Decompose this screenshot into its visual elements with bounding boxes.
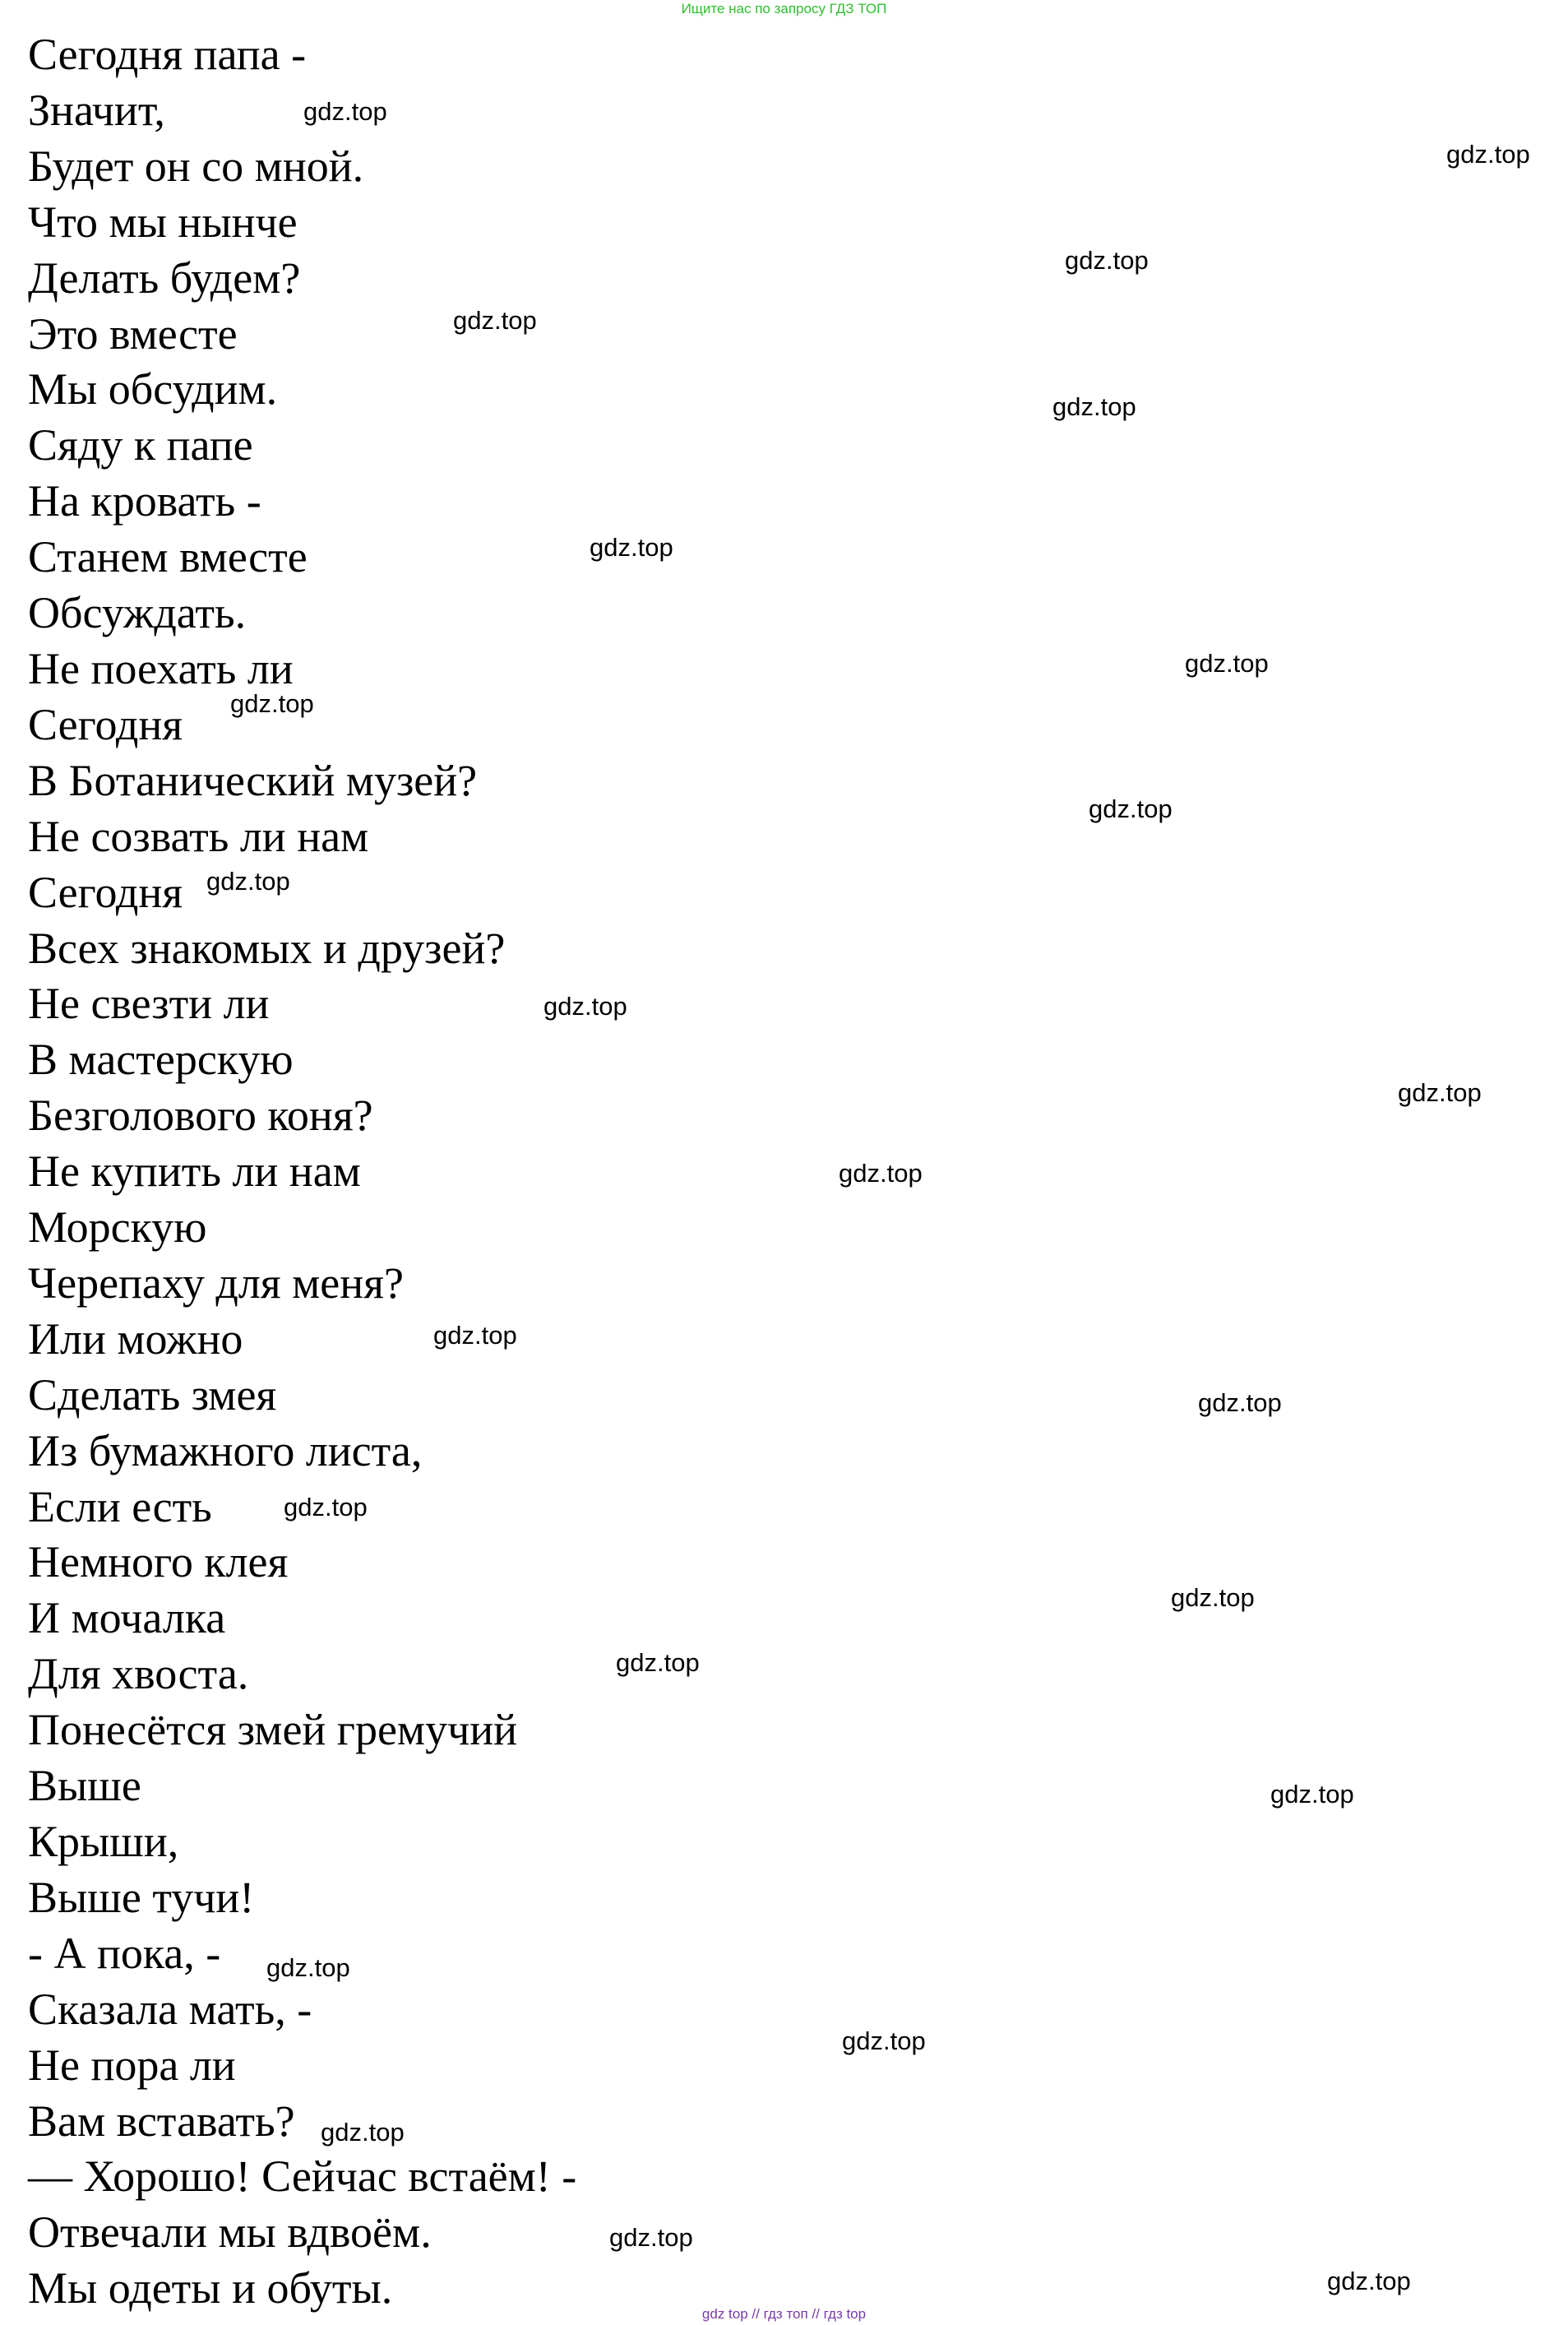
poem-line: Делать будем?: [28, 252, 301, 303]
poem-line: Будет он со мной.: [28, 141, 364, 191]
poem-line: Сделать змея: [28, 1369, 277, 1420]
watermark: gdz.top: [1065, 246, 1149, 275]
header-banner: Ищите нас по запросу ГДЗ ТОП: [681, 1, 887, 16]
poem-line: Вам вставать?: [28, 2096, 295, 2146]
watermark: gdz.top: [609, 2223, 693, 2252]
watermark: gdz.top: [1446, 140, 1530, 169]
poem-line: Выше: [28, 1761, 141, 1811]
poem-line: Не поехать ли: [28, 643, 294, 693]
watermark: gdz.top: [321, 2118, 405, 2147]
poem-line: Или можно: [28, 1313, 243, 1364]
poem-line: В мастерскую: [28, 1035, 294, 1085]
watermark: gdz.top: [1398, 1078, 1482, 1107]
watermark: gdz.top: [206, 867, 290, 896]
poem-line: Безголового коня?: [28, 1091, 373, 1141]
poem-line: Мы обсудим.: [28, 364, 278, 415]
watermark: gdz.top: [266, 1953, 350, 1982]
poem-line: Что мы нынче: [28, 197, 298, 247]
poem-line: Это вместе: [28, 308, 238, 359]
poem-line: Для хвоста.: [28, 1649, 249, 1699]
watermark: gdz.top: [543, 992, 627, 1021]
watermark: gdz.top: [842, 2026, 926, 2055]
poem-line: Черепаху для меня?: [28, 1257, 404, 1308]
poem-line: Мы одеты и обуты.: [28, 2263, 393, 2313]
watermark: gdz.top: [1198, 1388, 1282, 1417]
watermark: gdz.top: [1089, 794, 1173, 823]
poem-line: Обсуждать.: [28, 588, 247, 638]
watermark: gdz.top: [590, 533, 673, 562]
poem-line: Если есть: [28, 1481, 212, 1531]
poem-line: Не свезти ли: [28, 979, 270, 1029]
watermark: gdz.top: [616, 1648, 700, 1677]
poem-line: На кровать -: [28, 476, 261, 526]
watermark: gdz.top: [230, 689, 314, 718]
footer-banner: gdz top // гдз топ // гдз top: [701, 2306, 867, 2322]
poem-line: И мочалка: [28, 1593, 226, 1643]
poem-line: — Хорошо! Сейчас встаём! -: [28, 2151, 577, 2202]
watermark: gdz.top: [303, 97, 387, 126]
poem-line: Выше тучи!: [28, 1872, 255, 1922]
watermark: gdz.top: [1327, 2267, 1411, 2295]
poem-line: Немного клея: [28, 1537, 289, 1587]
poem-line: Значит,: [28, 85, 165, 135]
watermark: gdz.top: [453, 306, 537, 335]
poem-line: Не пора ли: [28, 2040, 236, 2090]
watermark: gdz.top: [1185, 649, 1269, 678]
poem-line: Понесётся змей гремучий: [28, 1705, 518, 1755]
poem-line: Всех знакомых и друзей?: [28, 923, 506, 973]
poem-line: Крыши,: [28, 1817, 179, 1866]
watermark: gdz.top: [284, 1493, 368, 1521]
poem-line: Отвечали мы вдвоём.: [28, 2207, 432, 2258]
poem-line: Сказала мать, -: [28, 1984, 312, 2034]
poem-line: Не созвать ли нам: [28, 811, 369, 861]
watermark: gdz.top: [1052, 392, 1136, 421]
poem-line: Из бумажного листа,: [28, 1425, 423, 1475]
poem-line: - А пока, -: [28, 1928, 221, 1978]
poem-line: Морскую: [28, 1202, 207, 1253]
poem-line: Сегодня: [28, 699, 183, 749]
watermark: gdz.top: [1171, 1583, 1255, 1612]
poem-line: Не купить ли нам: [28, 1146, 361, 1197]
poem-line: Сегодня папа -: [28, 30, 307, 79]
watermark: gdz.top: [433, 1321, 517, 1350]
watermark: gdz.top: [1270, 1780, 1354, 1809]
poem-line: Сяду к папе: [28, 420, 253, 470]
poem-line: Сегодня: [28, 867, 183, 917]
watermark: gdz.top: [839, 1159, 923, 1188]
poem-line: В Ботанический музей?: [28, 755, 478, 805]
poem-line: Станем вместе: [28, 532, 308, 582]
